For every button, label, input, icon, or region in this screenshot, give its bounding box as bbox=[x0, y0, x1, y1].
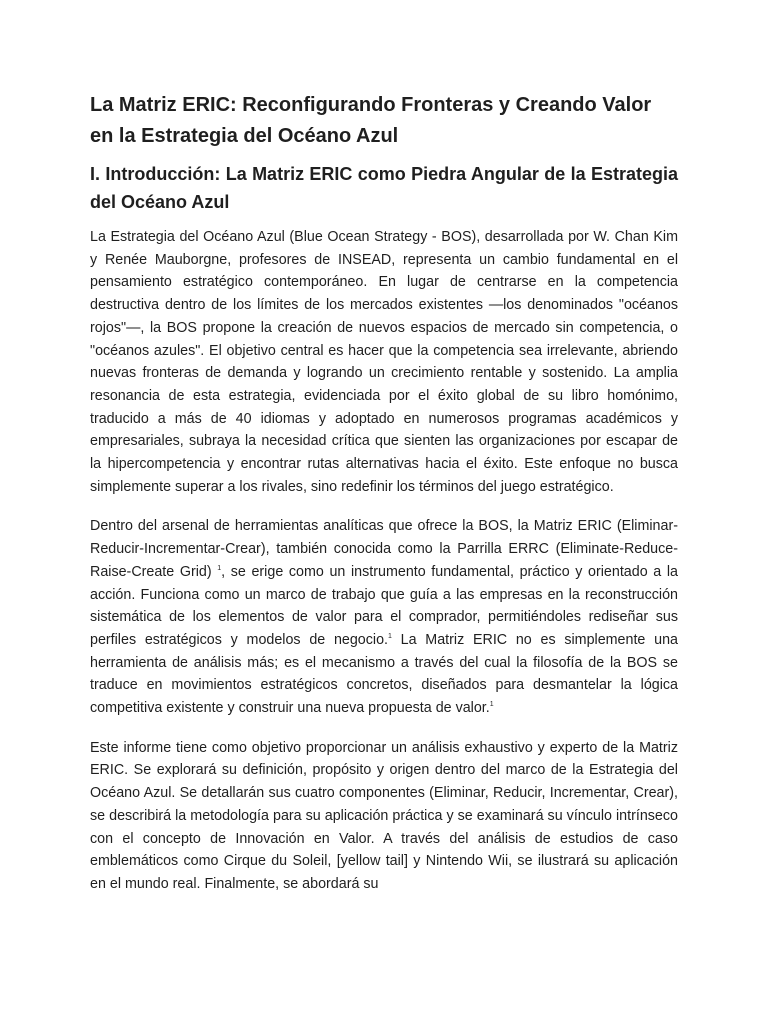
footnote-reference[interactable]: 1 bbox=[489, 701, 494, 709]
document-title: La Matriz ERIC: Reconfigurando Fronteras y Creando Valor en la Estrategia del Océano Azul bbox=[90, 94, 652, 147]
paragraph-report-objective: Este informe tiene como objetivo proporcionar un análisis exhaustivo y experto de la Matriz ERIC. Se explorará su definición, propósito y origen dentro del marco de la Estrategia del Océano Azul. Se detallarán sus cuatro componentes (Eliminar, Reducir, Incrementar, Crear), se describirá la metodología para su aplicación práctica y se examinará su vínculo intrínseco con el concepto de Innovación en Valor. A través del análisis de estudios de caso emblemáticos como Cirque du Soleil, [yellow tail] y Nintendo Wii, se ilustrará su aplicación en el mundo real. Finalmente, se abordará su bbox=[90, 739, 678, 892]
section-heading: I. Introducción: La Matriz ERIC como Piedra Angular de la Estrategia del Océano Azul bbox=[90, 164, 678, 212]
paragraph-text: Dentro del arsenal de herramientas analíticas que ofrece la BOS, la Matriz ERIC (Eliminar-Reducir-Incrementar-Crear), también conocida como la Parrilla ERRC (Eliminate-Reduce-Raise-Create Grid) bbox=[90, 518, 678, 580]
document-page bbox=[90, 90, 678, 896]
paragraph-intro: La Estrategia del Océano Azul (Blue Ocean Strategy - BOS), desarrollada por W. Chan Kim y Renée Mauborgne, profesores de INSEAD, representa un cambio fundamental en el pensamiento estratégico contemporáneo. En lugar de centrarse en la competencia destructiva dentro de los límites de los mercados existentes —los denominados "océanos rojos"—, la BOS propone la creación de nuevos espacios de mercado sin competencia, o "océanos azules". El objetivo central es hacer que la competencia sea irrelevante, abriendo nuevas fronteras de demanda y logrando un crecimiento rentable y sostenido. La amplia resonancia de esta estrategia, evidenciada por el éxito global de su libro homónimo, traducido a más de 40 idiomas y adoptado en numerosos programas académicos y empresariales, subraya la necesidad crítica que sienten las organizaciones por escapar de la hipercompetencia y encontrar rutas alternativas hacia el éxito. Este enfoque no busca simplemente superar a los rivales, sino redefinir los términos del juego estratégico. bbox=[90, 229, 678, 495]
paragraph-eric-matrix bbox=[90, 515, 678, 719]
paragraph-text: La Matriz ERIC no es simplemente una herramienta de análisis más; es el mecanismo a través del cual la filosofía de la BOS se traduce en movimientos estratégicos concretos, diseñados para desmantelar la lógica competitiva existente y construir una nueva propuesta de valor. bbox=[90, 631, 678, 717]
footnote-reference[interactable]: 1 bbox=[217, 565, 222, 573]
footnote-reference[interactable]: 1 bbox=[388, 633, 392, 641]
paragraph-text: , se erige como un instrumento fundamental, práctico y orientado a la acción. Funciona como un marco de trabajo que guía a las empresas en la reconstrucción sistemática de los elementos de valor para el comprador, permitiéndoles rediseñar sus perfiles estratégicos y modelos de negocio. bbox=[90, 563, 678, 648]
